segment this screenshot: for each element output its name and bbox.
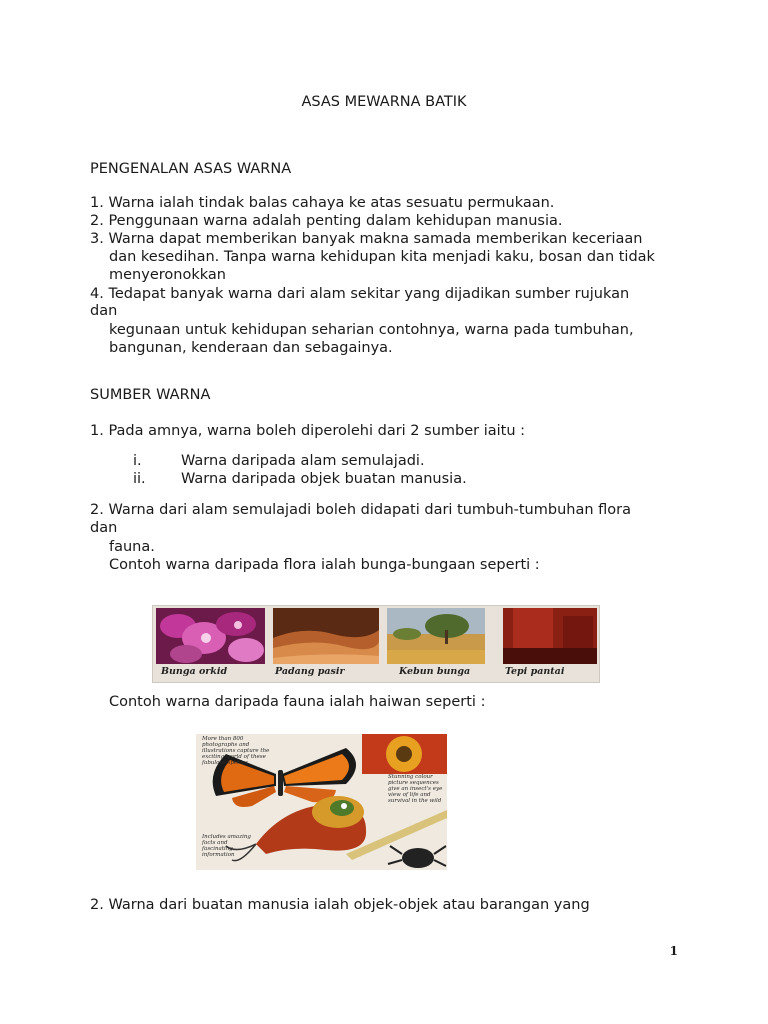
page-number: 1	[669, 944, 678, 958]
caption-orkid: Bunga orkid	[161, 666, 228, 677]
caption-tepi-pantai: Tepi pantai	[505, 666, 565, 677]
list-num-1: i.	[133, 453, 142, 469]
intro-line-3: 3. Warna dapat memberikan banyak makna samada memberikan keceriaan	[90, 231, 643, 247]
flora-image-strip	[152, 605, 600, 683]
fauna-note-2: Stunning colour picture sequences give an insect's eye view of life and survival in the wild	[388, 774, 443, 804]
sumber-para-3: 2. Warna dari buatan manusia ialah objek-objek atau barangan yang	[90, 897, 590, 913]
sumber-para-2-cont: fauna.	[109, 539, 155, 555]
intro-line-4-wrap: dan	[90, 303, 118, 319]
list-num-2: ii.	[133, 471, 146, 487]
fauna-note-3: Includes amazing facts and fascinating information	[202, 834, 251, 858]
intro-line-2: 2. Penggunaan warna adalah penting dalam kehidupan manusia.	[90, 213, 563, 229]
orchid-photo	[156, 608, 265, 664]
fauna-image	[196, 734, 447, 870]
list-item-2: Warna daripada objek buatan manusia.	[181, 471, 467, 487]
fauna-intro: Contoh warna daripada fauna ialah haiwan seperti :	[109, 694, 486, 710]
intro-line-3-cont2: menyeronokkan	[109, 267, 226, 283]
section-heading-pengenalan: PENGENALAN ASAS WARNA	[90, 161, 292, 177]
garden-photo	[387, 608, 485, 664]
caption-kebun-bunga: Kebun bunga	[399, 666, 471, 677]
sumber-para-2: 2. Warna dari alam semulajadi boleh didapati dari tumbuh-tumbuhan flora	[90, 502, 631, 518]
page-title: ASAS MEWARNA BATIK	[301, 94, 467, 110]
intro-line-4: 4. Tedapat banyak warna dari alam sekitar yang dijadikan sumber rujukan	[90, 286, 630, 302]
caption-padang-pasir: Padang pasir	[275, 666, 345, 677]
sumber-para-2-wrap: dan	[90, 520, 118, 536]
fauna-note-1: More than 800 photographs and illustrations capture the exciting world of these fabulous species	[202, 736, 270, 766]
desert-photo	[273, 608, 379, 664]
intro-line-1: 1. Warna ialah tindak balas cahaya ke atas sesuatu permukaan.	[90, 195, 555, 211]
section-heading-sumber: SUMBER WARNA	[90, 387, 211, 403]
beach-photo	[503, 608, 597, 664]
intro-line-4-cont: kegunaan untuk kehidupan seharian contohnya, warna pada tumbuhan,	[109, 322, 634, 338]
flora-intro: Contoh warna daripada flora ialah bunga-bungaan seperti :	[109, 557, 540, 573]
sumber-para-1: 1. Pada amnya, warna boleh diperolehi dari 2 sumber iaitu :	[90, 423, 526, 439]
intro-line-4-cont2: bangunan, kenderaan dan sebagainya.	[109, 340, 393, 356]
list-item-1: Warna daripada alam semulajadi.	[181, 453, 425, 469]
intro-line-3-cont: dan kesedihan. Tanpa warna kehidupan kita menjadi kaku, bosan dan tidak	[109, 249, 655, 265]
